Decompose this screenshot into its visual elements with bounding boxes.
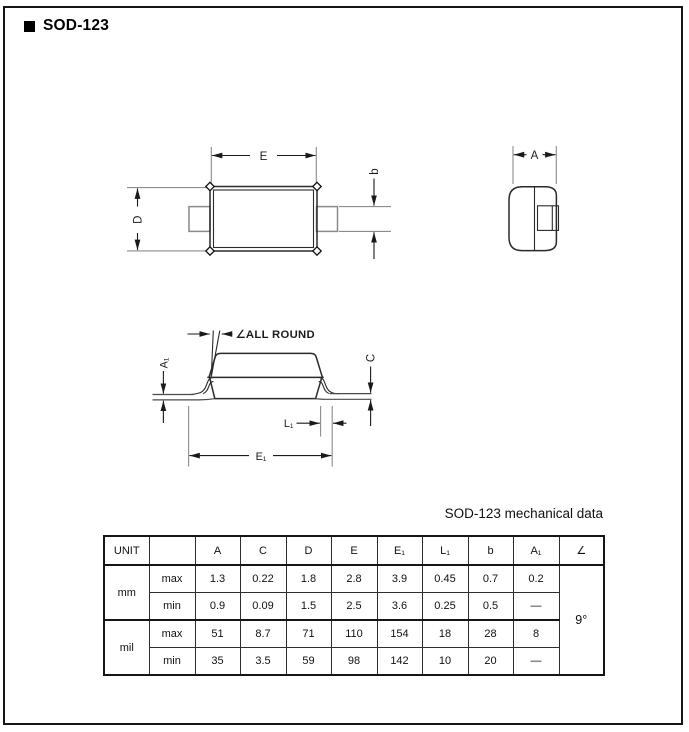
table-row: [104, 565, 604, 593]
value-cell: 98: [331, 648, 377, 676]
value-cell: 51: [195, 620, 240, 648]
dimension-E1: [189, 451, 331, 463]
corner-chamfer: [313, 247, 321, 255]
dimension-L1: [284, 418, 347, 430]
angle-value-cell: 9°: [559, 565, 604, 675]
all-round-label: ∠ALL ROUND: [235, 329, 315, 342]
top-view-drawing: [127, 147, 391, 259]
corner-chamfer: [206, 182, 214, 190]
value-cell: 110: [331, 620, 377, 648]
value-cell: —: [513, 593, 559, 621]
limit-cell: max: [149, 620, 195, 648]
header-D: D: [286, 536, 331, 565]
table-row: [104, 593, 604, 621]
header-L1: L₁: [422, 536, 468, 565]
package-body-outline: [210, 187, 317, 252]
profile-body-top: [209, 353, 322, 377]
value-cell: 1.8: [286, 565, 331, 593]
unit-cell-mil: mil: [104, 620, 149, 675]
value-cell: 2.5: [331, 593, 377, 621]
value-cell: 0.09: [240, 593, 286, 621]
header-limit: [149, 536, 195, 565]
dim-label-b: b: [369, 168, 381, 175]
table-header-row: [104, 536, 604, 565]
limit-cell: min: [149, 648, 195, 676]
dim-label-A1: A₁: [158, 357, 171, 369]
value-cell: 71: [286, 620, 331, 648]
dimension-A1: [158, 357, 170, 423]
value-cell: —: [513, 648, 559, 676]
dimension-D: [133, 188, 145, 250]
value-cell: 10: [422, 648, 468, 676]
unit-cell-mm: mm: [104, 565, 149, 620]
header-A1: A₁: [513, 536, 559, 565]
value-cell: 35: [195, 648, 240, 676]
value-cell: 0.7: [468, 565, 513, 593]
left-lead: [189, 207, 210, 232]
side-profile-drawing: [153, 329, 378, 466]
mechanical-data-table: [103, 535, 605, 676]
value-cell: 28: [468, 620, 513, 648]
dim-label-D: D: [132, 215, 145, 224]
table-row: [104, 648, 604, 676]
header-A: A: [195, 536, 240, 565]
limit-cell: max: [149, 565, 195, 593]
end-view-drawing: [509, 146, 559, 251]
table-row: [104, 620, 604, 648]
dim-label-L1: L₁: [283, 418, 294, 431]
value-cell: 0.45: [422, 565, 468, 593]
value-cell: 59: [286, 648, 331, 676]
table-title: SOD-123 mechanical data: [444, 506, 603, 521]
value-cell: 3.6: [377, 593, 422, 621]
value-cell: 1.3: [195, 565, 240, 593]
end-view-body: [509, 187, 556, 251]
value-cell: 0.2: [513, 565, 559, 593]
limit-cell: min: [149, 593, 195, 621]
header-E: E: [331, 536, 377, 565]
value-cell: 1.5: [286, 593, 331, 621]
profile-body-bottom: [210, 377, 322, 398]
value-cell: 8.7: [240, 620, 286, 648]
dimension-A: [514, 150, 556, 162]
value-cell: 142: [377, 648, 422, 676]
dim-label-E: E: [259, 150, 268, 163]
header-E1: E₁: [377, 536, 422, 565]
end-view-lead: [538, 206, 559, 231]
value-cell: 0.22: [240, 565, 286, 593]
value-cell: 0.9: [195, 593, 240, 621]
dim-label-C: C: [365, 353, 378, 363]
corner-chamfer: [313, 182, 321, 190]
value-cell: 20: [468, 648, 513, 676]
value-cell: 18: [422, 620, 468, 648]
right-lead: [317, 207, 338, 232]
value-cell: 3.9: [377, 565, 422, 593]
value-cell: 154: [377, 620, 422, 648]
dimension-E: [212, 151, 316, 163]
dim-label-A: A: [530, 149, 539, 162]
header-C: C: [240, 536, 286, 565]
value-cell: 2.8: [331, 565, 377, 593]
dimension-b: [369, 168, 381, 259]
dim-label-E1: E₁: [255, 450, 267, 463]
dimension-C: [366, 354, 378, 426]
value-cell: 3.5: [240, 648, 286, 676]
page-title: SOD-123: [43, 17, 110, 34]
corner-chamfer: [206, 247, 214, 255]
value-cell: 0.25: [422, 593, 468, 621]
mechanical-data-table-wrap: [103, 535, 605, 676]
header-angle: ∠: [559, 536, 604, 565]
header-b: b: [468, 536, 513, 565]
header-unit: UNIT: [104, 536, 149, 565]
value-cell: 8: [513, 620, 559, 648]
value-cell: 0.5: [468, 593, 513, 621]
